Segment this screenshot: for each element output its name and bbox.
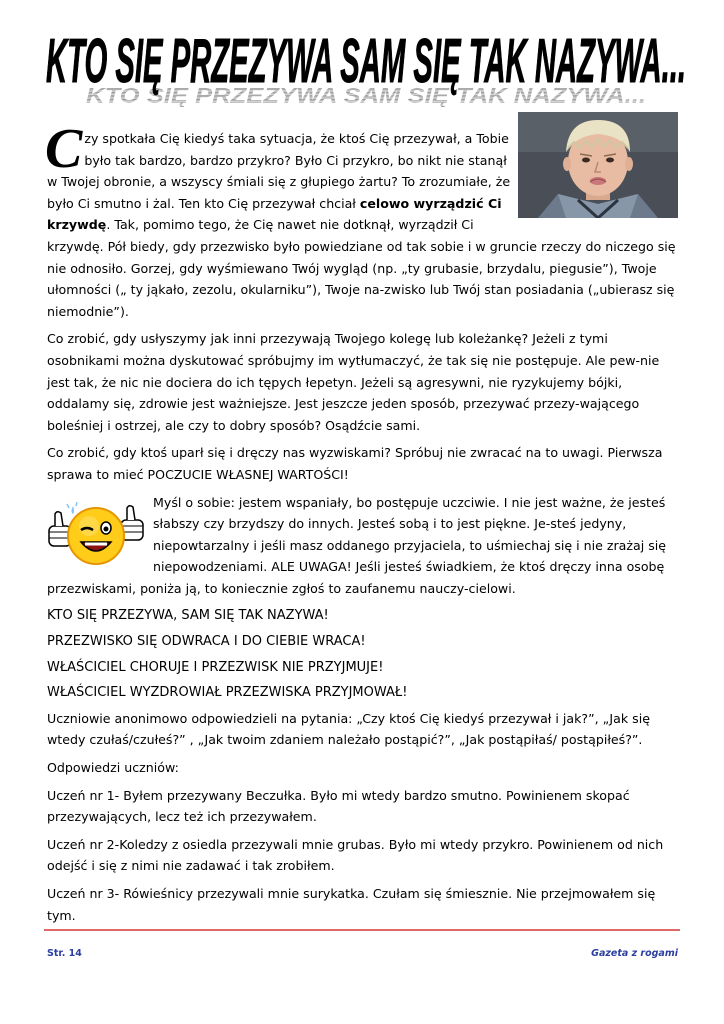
p1-bold: celowo wyrządzić Ci krzywdę xyxy=(47,195,502,233)
motto-4: WŁAŚCICIEL WYZDROWIAŁ PRZEZWISKA PRZYJMOWAŁ! xyxy=(47,685,408,701)
dropcap: C xyxy=(45,118,83,180)
article-paragraph-2: Co zrobić, gdy usłyszymy jak inni przezywają Twojego kolegę lub koleżankę? Jeżeli z tymi osobnikami można dyskutować spróbujmy im wytłumaczyć, że tak się nie postępuje. Ale pew-nie jest tak, że nic nie dociera do ich tępych łepetyn. Jeżeli są agresywni, nie ryzykujemy bójki, oddalamy się, zdrowie jest ważniejsze. Jest jeszcze jeden sposób, przezywać przezy-wającego boleśniej i ostrzej, ale czy to dobry sposób? Osądźcie sami. xyxy=(47,331,660,433)
headline-text: KTO SIĘ PRZEZYWA SAM SIĘ TAK NAZYWA... xyxy=(46,27,686,96)
magazine-name: Gazeta z rogami xyxy=(591,948,678,959)
headline xyxy=(30,20,702,112)
page-number: Str. 14 xyxy=(47,948,82,959)
p4-text: Myśl o sobie: jestem wspaniały, bo postępuje uczciwie. I nie jest ważne, że jesteś słabszy czy brzydszy do innych. Jesteś sobą i to jest piękne. Je-steś jedyny, niepowtarzalny i jeśli masz oddanego przyjaciela, to uśmiechaj się i nie zrażaj się niepowodzeniami. ALE UWAGA! Jeśli jesteś świadkiem, że ktoś dręczy inna osobę przezwiskami, poniża ją, to koniecznie zgłoś to zaufanemu nauczy-cielowi. xyxy=(47,494,667,596)
footer-divider xyxy=(44,929,680,931)
student-answer-1: Uczeń nr 1- Byłem przezywany Beczułka. Było mi wtedy bardzo smutno. Powinienem skopać przezywających, lecz też ich przezywałem. xyxy=(47,787,630,825)
article-paragraph-5: Uczniowie anonimowo odpowiedzieli na pytania: „Czy ktoś Cię kiedyś przezywał i jak?”, „Jak się wtedy czułaś/czułeś?” , „Jak twoim zdaniem należało postąpić?”, „Jak postąpiłaś/ postąpiłeś?”. xyxy=(47,710,650,748)
article-paragraph-4 xyxy=(47,492,679,600)
motto-2: PRZEZWISKO SIĘ ODWRACA I DO CIEBIE WRACA! xyxy=(47,634,366,650)
article-body xyxy=(45,118,679,932)
student-answer-2: Uczeń nr 2-Koledzy z osiedla przezywali mnie grubas. Było mi wtedy przykro. Powinienem od nich odejść i się z nimi nie zadawać i tak zrobiłem. xyxy=(47,836,664,874)
headline-shadow: KTO SIĘ PRZEZYWA SAM SIĘ TAK NAZYWA... xyxy=(85,82,646,108)
student-answer-3: Uczeń nr 3- Rówieśnicy przezywali mnie surykatka. Czułam się śmiesznie. Nie przejmowałem się tym. xyxy=(47,886,656,923)
motto-1: KTO SIĘ PRZEZYWA, SAM SIĘ TAK NAZYWA! xyxy=(47,608,329,624)
winking-smiley-icon xyxy=(43,494,149,576)
photo-spacer xyxy=(514,128,679,218)
p1-start: zy spotkała Cię kiedyś taka sytuacja, że ktoś Cię przezywał, a Tobie było tak bardzo, bardzo przykro? Było Ci przykro, bo nikt nie stanął w Twojej obronie, a wszyscy śmiali się z głupiego żartu? To zrozumiałe, że było Ci smutno i żal. Ten kto Cię przezywał chciał xyxy=(47,131,511,211)
motto-3: WŁAŚCICIEL CHORUJE I PRZEZWISK NIE PRZYJMUJE! xyxy=(47,659,384,675)
article-paragraph-6: Odpowiedzi uczniów: xyxy=(47,760,179,776)
article-paragraph-3: Co zrobić, gdy ktoś uparł się i dręczy nas wyzwiskami? Spróbuj nie zwracać na to uwagi. Pierwsza sprawa to mieć POCZUCIE WŁASNEJ WARTOŚCI! xyxy=(47,445,663,482)
headline-graphic xyxy=(30,20,702,112)
p1-end: . Tak, pomimo tego, że Cię nawet nie dotknął, wyrządził Ci krzywdę. Pół biedy, gdy przezwisko było powiedziane od tak sobie i w gruncie rzeczy do niczego się nie odnosiło. Gorzej, gdy wyśmiewano Twój wygląd (np. „ty grubasie, brzydalu, piegusie”), Twoje ułomności („ ty jąkało, zezolu, okularniku”), Twoje na-zwisko lub Twój stan posiadania („ubierasz się niemodnie”). xyxy=(47,217,676,319)
